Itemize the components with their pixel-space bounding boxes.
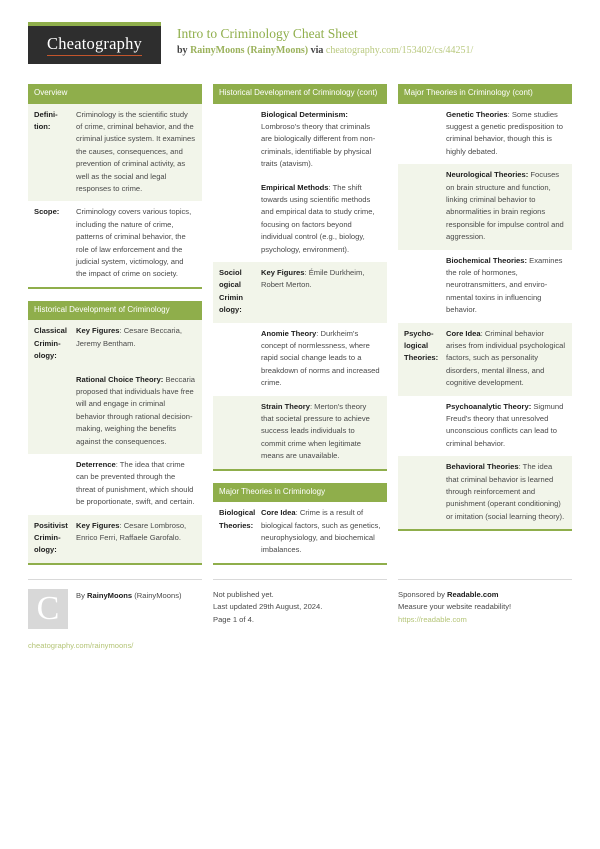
row-key xyxy=(404,401,446,451)
row-value-lead: Psychoanalytic Theory: xyxy=(446,401,532,411)
row-key xyxy=(404,255,446,317)
byline-url-link[interactable]: cheatography.com/153402/cs/44251/ xyxy=(325,45,474,56)
row-value-text: : The idea that criminal behavior is learned through reinforcement and punishment (operant conditioning) or imitation (social learning theory). xyxy=(446,462,565,521)
card-title: Historical Development of Criminology (cont) xyxy=(213,84,387,104)
table-row xyxy=(28,201,202,286)
table-row xyxy=(398,250,572,323)
row-value xyxy=(446,328,566,390)
card-title: Overview xyxy=(28,84,202,104)
page-header xyxy=(28,22,572,70)
row-value xyxy=(76,325,196,362)
sponsor-line xyxy=(398,589,572,602)
row-value-lead: Neurological Theories: xyxy=(446,170,529,180)
row-key: Positivist Criminology: xyxy=(34,520,68,555)
card-title: Historical Development of Criminology xyxy=(28,301,202,321)
row-value-text: Criminology covers various topics, including the nature of crime, patterns of criminal behavior, the role of law enforcement and the judicial system, victimology, and the impact of crime on society. xyxy=(76,207,192,279)
row-key xyxy=(404,109,446,159)
row-value xyxy=(76,520,196,557)
table-row xyxy=(398,456,572,529)
footer-publish-column xyxy=(213,579,387,653)
card-title: Major Theories in Criminology xyxy=(213,483,387,503)
row-key: Sociol ogical Crimin ology: xyxy=(219,267,244,315)
row-value xyxy=(261,182,381,256)
row-value-text: Lombroso's theory that criminals are biologically different from non-criminals, identifiable by physical traits (atavism). xyxy=(261,121,376,169)
footer-author-handle: (RainyMoons) xyxy=(134,590,182,600)
card xyxy=(28,84,202,289)
table-row xyxy=(28,515,202,563)
row-value-text: : Crime is a result of biological factors, such as genetics, neurophysiology, and biochemical imbalances. xyxy=(261,508,381,555)
row-value xyxy=(76,374,196,448)
row-value-text: : Cesare Lombroso, Enrico Ferri, Raffaele Garofalo. xyxy=(76,520,187,542)
footer-author-column xyxy=(28,579,202,653)
row-value-text: Focuses on brain structure and function, linking criminal behavior to abnormalities in brain regions responsible for impulse control and aggression. xyxy=(446,170,564,242)
table-row xyxy=(28,104,202,202)
row-value xyxy=(261,507,381,557)
columns-container xyxy=(28,84,572,577)
row-key: Psychological Theories: xyxy=(404,328,439,363)
column-1 xyxy=(28,84,202,577)
row-value-lead: Rational Choice Theory: xyxy=(76,374,164,384)
title-block xyxy=(161,22,572,58)
row-value xyxy=(261,328,381,390)
row-value-text: Criminology is the scientific study of crime, criminal behavior, and the criminal justice system. It examines the causes, consequences, and prevention of criminal activity, as well as the social and legal responses to crime. xyxy=(76,109,196,193)
row-value-text: : Merton's theory that societal pressure to achieve success leads individuals to commit crime when legitimate means are unavailable. xyxy=(261,401,370,461)
byline xyxy=(177,44,572,58)
row-value-lead: Strain Theory xyxy=(261,401,310,411)
page-footer xyxy=(28,579,572,653)
sponsor-name[interactable]: Readable.com xyxy=(446,589,499,599)
page-title: Intro to Criminology Cheat Sheet xyxy=(177,26,358,41)
row-key: Biological Theories: xyxy=(219,508,256,530)
byline-via-label: via xyxy=(310,45,324,56)
row-value-text: Beccaria proposed that individuals have free will and engage in criminal behavior through rational decision-making, weighing the benefits against the consequences. xyxy=(76,374,195,446)
table-row xyxy=(398,164,572,249)
cheatography-logo[interactable] xyxy=(28,22,161,64)
table-row xyxy=(213,177,387,262)
row-value-lead: Key Figures xyxy=(76,326,120,336)
author-row xyxy=(28,589,202,629)
author-meta xyxy=(76,589,182,603)
byline-author[interactable]: RainyMoons (RainyMoons) xyxy=(190,45,309,56)
row-value-text: Examines the role of hormones, neurotransmitters, and environmental toxins in influencing behavior. xyxy=(446,255,563,315)
row-key xyxy=(34,459,76,509)
row-value xyxy=(76,109,196,196)
row-value xyxy=(261,109,381,171)
row-value xyxy=(446,461,566,523)
row-key: Scope: xyxy=(34,207,60,217)
byline-by-label: by xyxy=(177,45,188,56)
table-row xyxy=(213,502,387,563)
card-title: Major Theories in Criminology (cont) xyxy=(398,84,572,104)
card xyxy=(213,84,387,471)
card xyxy=(398,84,572,531)
row-key xyxy=(404,461,446,523)
footer-by-label: By xyxy=(76,590,85,600)
row-value xyxy=(446,401,566,451)
row-value-text: : The shift towards using scientific methods and empirical data to study crime, focusing on factors beyond individual control (e.g., biology, psychology, environment). xyxy=(261,182,375,254)
sponsor-prefix: Sponsored by xyxy=(398,589,447,599)
row-value-text: : Émile Durkheim, Robert Merton. xyxy=(261,267,365,290)
row-value xyxy=(446,109,566,159)
table-row xyxy=(213,262,387,323)
last-updated: Last updated 29th August, 2024. xyxy=(213,602,323,612)
card xyxy=(213,483,387,565)
row-value-lead: Empirical Methods xyxy=(261,182,329,192)
cheatography-logo-text: Cheatography xyxy=(47,34,142,56)
publish-status: Not published yet. xyxy=(213,589,274,599)
table-row xyxy=(28,454,202,515)
row-value-lead: Genetic Theories xyxy=(446,109,508,119)
row-value-text: : Criminal behavior arises from individual psychological factors, such as personality disorders, mental illness, and cognitive development. xyxy=(446,328,566,388)
row-value-lead: Key Figures xyxy=(261,267,305,277)
row-key xyxy=(219,109,261,171)
row-value-lead: Deterrence xyxy=(76,459,116,469)
page-info: Page 1 of 4. xyxy=(213,614,254,624)
row-value xyxy=(261,267,381,317)
row-value xyxy=(76,206,196,280)
sponsor-link[interactable]: https://readable.com xyxy=(398,614,467,624)
row-value-lead: Behavioral Theories xyxy=(446,462,519,472)
row-value-text: : Cesare Beccaria, Jeremy Bentham. xyxy=(76,326,182,348)
row-key xyxy=(34,374,76,448)
table-row xyxy=(398,323,572,396)
table-row xyxy=(213,323,387,396)
card xyxy=(28,301,202,565)
table-row xyxy=(213,104,387,177)
footer-sponsor-column xyxy=(398,579,572,653)
footer-author-name[interactable]: RainyMoons xyxy=(87,590,133,600)
row-key xyxy=(219,328,261,390)
row-key xyxy=(404,169,446,243)
row-value-text: : The idea that crime can be prevented through the threat of punishment, which should be proportionate, swift, and certain. xyxy=(76,459,195,507)
table-row xyxy=(398,104,572,165)
row-value xyxy=(261,401,381,463)
row-value-text: : Some studies suggest a genetic predisposition to criminal behavior, though this is highly debated. xyxy=(446,109,563,156)
row-key: Definition: xyxy=(34,109,58,131)
footer-profile-link[interactable]: cheatography.com/rainymoons/ xyxy=(28,640,134,650)
table-row xyxy=(28,320,202,368)
sponsor-tagline: Measure your website readability! xyxy=(398,602,512,612)
table-row xyxy=(398,396,572,457)
row-value-text: Sigmund Freud's theory that unresolved unconscious conflicts can lead to criminal behavior. xyxy=(446,401,564,448)
row-value-lead: Anomie Theory xyxy=(261,328,317,338)
column-2 xyxy=(213,84,387,577)
row-value-lead: Key Figures xyxy=(76,520,120,530)
row-value-lead: Biological Determinism: xyxy=(261,109,348,119)
row-key xyxy=(219,401,261,463)
row-value-lead: Core Idea xyxy=(261,508,296,518)
row-key xyxy=(219,182,261,256)
avatar: C xyxy=(28,589,68,629)
table-row xyxy=(28,369,202,454)
row-value-text: : Durkheim's concept of normlessness, where rapid social change leads to a breakdown of norms and increased crime. xyxy=(261,328,380,388)
row-key: Classical Criminology: xyxy=(34,326,67,361)
row-value xyxy=(446,255,566,317)
row-value-lead: Biochemical Theories: xyxy=(446,255,528,265)
table-row xyxy=(213,396,387,469)
row-value-lead: Core Idea xyxy=(446,328,481,338)
row-value xyxy=(76,459,196,509)
column-3 xyxy=(398,84,572,543)
row-value xyxy=(446,169,566,243)
